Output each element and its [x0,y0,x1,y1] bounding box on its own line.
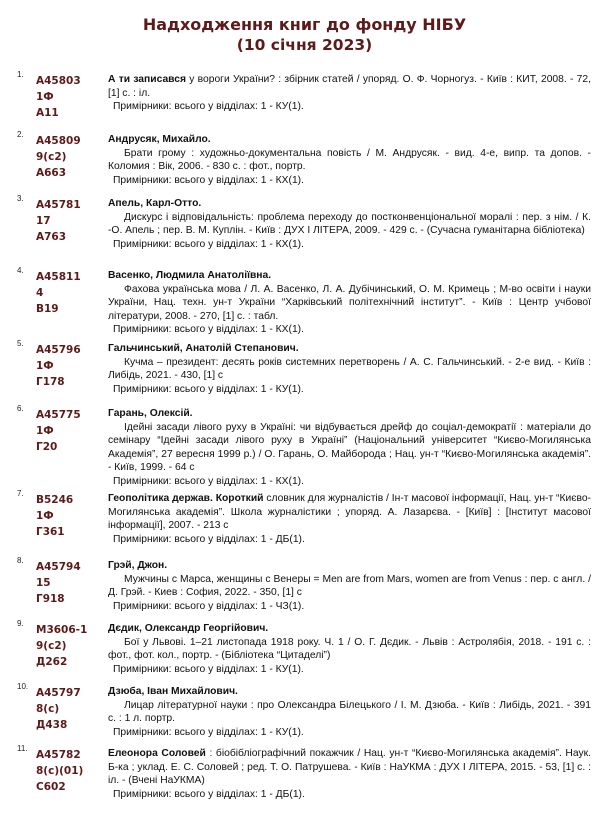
author-mark: А11 [36,107,59,119]
copies-info: Примірники: всього у відділах: 1 - КУ(1). [113,726,304,738]
inventory-number: М3606-1 [36,624,88,636]
entry-author: Андрусяк, Михайло. [108,134,211,145]
author-mark: Г918 [36,593,65,605]
shelf-mark [36,73,81,121]
entry-number: 8. [17,556,24,565]
entry-text: Бої у Львові. 1–21 листопада 1918 року. Ч. 1 / О. Г. Дєдик. - Львів : Астролябія, 2018. - 191 с. : фот., фот. кол., портр. - (Бібліотека “Цитаделі”) [108,636,591,661]
author-mark: Д438 [36,719,68,731]
entry-text: словник для журналістів / Ін-т масової інформації, Нац. ун-т “Києво-Могилянська академія”. Школа журналістики ; упоряд. А. Лазарєва. - [Київ] : [Інститут масової інформації], 2007. - 213 с [108,493,591,531]
classification-code: 9(с2) [36,151,67,163]
classification-code: 9(с2) [36,640,67,652]
copies-info: Примірники: всього у відділах: 1 - КХ(1). [113,475,304,487]
bibliographic-description [108,269,591,337]
entry-text: : біобібліографічний покажчик / Нац. ун-т “Києво-Могилянська академія”. Наук. Б-ка ; уклад. Е. С. Соловей ; ред. Т. О. Патрушева. - Київ : НаУКМА : ДУХ І ЛІТЕРА, 2015. - 53, [1] с. : іл. - (Вчені НаУКМА) [108,748,591,786]
bibliographic-description [108,559,591,613]
bibliographic-description [108,407,591,488]
entry-author: Гарань, Олексій. [108,408,193,419]
classification-code: 15 [36,577,51,589]
page-title [0,14,609,56]
entry-author: Дзюба, Іван Михайлович. [108,686,238,697]
shelf-mark [36,492,73,540]
title-main: Надходження книг до фонду НІБУ [142,15,467,34]
shelf-mark [36,685,81,733]
copies-info: Примірники: всього у відділах: 1 - КУ(1). [113,663,304,675]
author-mark: Д262 [36,656,68,668]
shelf-mark [36,747,83,795]
classification-code: 4 [36,287,44,299]
inventory-number: В5246 [36,494,74,506]
inventory-number: А45809 [36,135,81,147]
shelf-mark [36,407,81,455]
entry-number: 9. [17,619,24,628]
entry-author: Гальчинський, Анатолій Степанович. [108,343,299,354]
copies-info: Примірники: всього у відділах: 1 - ЧЗ(1). [113,600,305,612]
copies-info: Примірники: всього у відділах: 1 - ДБ(1). [113,788,305,800]
author-mark: А663 [36,167,67,179]
classification-code: 1Ф [36,425,54,437]
copies-info: Примірники: всього у відділах: 1 - КХ(1). [113,324,304,335]
entry-number: 11. [17,744,28,753]
entry-author: Дєдик, Олександр Георгійович. [108,623,269,634]
bibliographic-description [108,342,591,396]
title-date: (10 січня 2023) [236,36,373,54]
classification-code: 8(с) [36,703,60,715]
author-mark: В19 [36,303,59,315]
inventory-number: А45797 [36,687,81,699]
classification-code: 1Ф [36,91,54,103]
shelf-mark [36,197,81,245]
entry-title: Геополітика держав. Короткий [108,493,264,504]
entry-number: 7. [17,489,24,498]
bibliographic-description [108,747,591,801]
inventory-number: А45781 [36,199,81,211]
author-mark: С602 [36,781,66,793]
author-mark: Г20 [36,441,58,453]
copies-info: Примірники: всього у відділах: 1 - ДБ(1). [113,533,305,545]
copies-info: Примірники: всього у відділах: 1 - КХ(1). [113,174,304,186]
bibliographic-description [108,622,591,676]
author-mark: Г178 [36,376,65,388]
entry-text: у вороги України? : збірник статей / упоряд. О. Ф. Чорногуз. - Київ : КИТ, 2008. - 72, [1] с. : іл. [108,74,591,99]
shelf-mark [36,622,87,670]
entry-text: Мужчины с Марса, женщины с Венеры = Men are from Mars, women are from Venus : пер. с англ. / Д. Грэй. - Киев : София, 2022. - 350, [1] с [108,573,591,598]
entry-text: Брати грому : художньо-документальна повість / М. Андрусяк. - вид. 4-е, випр. та допов. - Коломия : Вік, 2006. - 830 с. : фот., портр. [108,147,591,172]
shelf-mark [36,559,81,607]
bibliographic-description [108,133,591,187]
classification-code: 8(с)(01) [36,765,84,777]
shelf-mark [36,133,81,181]
entry-number: 6. [17,404,24,413]
inventory-number: А45775 [36,409,81,421]
bibliographic-description [108,492,591,546]
entry-number: 10. [17,682,29,691]
classification-code: 1Ф [36,360,54,372]
entry-text: Фахова українська мова / Л. А. Васенко, Л. А. Дубічинський, О. М. Кримець ; М-во освіти і науки України, Нац. техн. ун-т України “Харківський політехнічний інститут”. - Київ : Центр учбової літератури, 2008. - 270, [1] с. : табл. [108,283,591,322]
entry-text: Лицар літературної науки : про Олександра Білецького / І. М. Дзюба. - Київ : Либідь, 2021. - 391 с. : 1 л. портр. [108,699,591,724]
entry-number: 2. [17,130,24,139]
entry-number: 1. [17,70,24,79]
shelf-mark [36,269,81,317]
bibliographic-description [108,197,591,251]
entry-author: Васенко, Людмила Анатоліївна. [108,270,272,281]
entry-number: 3. [17,194,24,203]
bibliographic-description [108,685,591,739]
inventory-number: А45794 [36,561,81,573]
copies-info: Примірники: всього у відділах: 1 - КХ(1). [113,238,304,250]
entry-title: А ти записався [108,74,186,85]
entry-number: 4. [17,266,24,275]
bibliographic-description [108,73,591,114]
entry-title: Елеонора Соловей [108,748,206,759]
inventory-number: А45782 [36,749,81,761]
copies-info: Примірники: всього у відділах: 1 - КУ(1). [113,101,304,112]
entry-author: Грэй, Джон. [108,560,168,571]
entry-number: 5. [17,339,24,348]
inventory-number: А45803 [36,75,81,87]
author-mark: Г361 [36,526,65,538]
classification-code: 1Ф [36,510,54,522]
author-mark: А763 [36,231,67,243]
entry-text: Ідейні засади лівого руху в Україні: чи відбувається дрейф до соціал-демократії : матеріали до семінару “Ідейні засади лівого руху в Україні” (Національний університет “Києво-Могилянська Академія”, 27 вересня 1999 р.) / О. Гарань, О. Майборода ; Нац. ун-т “Києво-Могилянська академія”. - Київ, 1999. - 64 с [108,421,591,473]
entry-text: Дискурс і відповідальність: проблема переходу до постконвенціональної моралі : пер. з нім. / К. -О. Апель ; пер. В. М. Куплін. - Київ : ДУХ І ЛІТЕРА, 2009. - 429 с. - (Сучасна гуманітарна бібліотека) [108,211,591,236]
copies-info: Примірники: всього у відділах: 1 - КУ(1). [113,383,304,395]
inventory-number: А45796 [36,344,81,356]
entry-author: Апель, Карл-Отто. [108,198,202,209]
entry-text: Кучма – президент: десять років системних перетворень / А. С. Гальчинський. - 2-е вид. - Київ : Либідь, 2021. - 430, [1] с [108,356,591,381]
inventory-number: А45811 [36,271,81,283]
classification-code: 17 [36,215,51,227]
shelf-mark [36,342,81,390]
